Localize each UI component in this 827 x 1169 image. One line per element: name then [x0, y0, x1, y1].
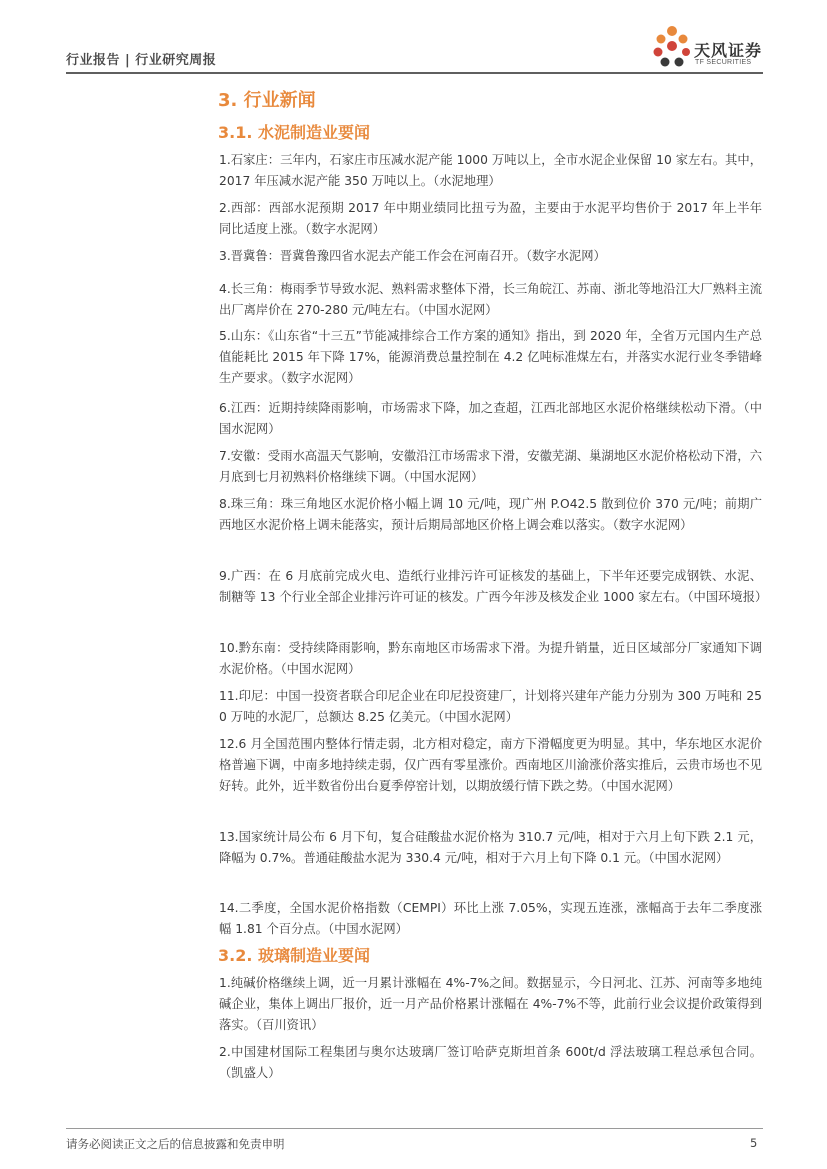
news-item: 13.国家统计局公布 6 月下旬，复合硅酸盐水泥价格为 310.7 元/吨，相对于六月上旬下跌 2.1 元，降幅为 0.7%。普通硅酸盐水泥为 330.4 元/吨，相对于六月上旬下降 0.1 元。（中国水泥网）	[219, 830, 762, 865]
news-item: 4.长三角：梅雨季节导致水泥、熟料需求整体下滑，长三角皖江、苏南、浙北等地沿江大厂熟料主流出厂离岸价在 270-280 元/吨左右。（中国水泥网）	[219, 282, 762, 317]
company-logo	[652, 24, 772, 74]
news-item: 6.江西：近期持续降雨影响，市场需求下降，加之查超，江西北部地区水泥价格继续松动下滑。（中国水泥网）	[219, 401, 762, 436]
news-item: 2.西部：西部水泥预期 2017 年中期业绩同比扭亏为盈，主要由于水泥平均售价于 2017 年上半年同比适度上涨。（数字水泥网）	[219, 201, 762, 236]
logo-name: 天风证券	[694, 41, 763, 60]
news-item: 3.晋冀鲁：晋冀鲁豫四省水泥去产能工作会在河南召开。（数字水泥网）	[219, 249, 606, 263]
news-item: 7.安徽：受雨水高温天气影响，安徽沿江市场需求下滑，安徽芜湖、巢湖地区水泥价格松动下滑，六月底到七月初熟料价格继续下调。（中国水泥网）	[219, 449, 762, 484]
subsection-title-glass: 3.2. 玻璃制造业要闻	[218, 946, 370, 965]
footer-divider	[66, 1128, 763, 1129]
news-item: 1.纯碱价格继续上调，近一月累计涨幅在 4%-7%之间。数据显示，今日河北、江苏、河南等多地纯碱企业，集体上调出厂报价，近一月产品价格累计涨幅在 4%-7%不等，此前行业会议提价政策得到落实。（百川资讯）	[219, 976, 762, 1032]
section-title: 3. 行业新闻	[218, 90, 316, 111]
logo-petal-icon	[652, 24, 692, 72]
doc-type-label: 行业报告 | 行业研究周报	[66, 53, 217, 68]
logo-subtitle: TF SECURITIES	[695, 59, 752, 66]
footer-disclaimer: 请务必阅读正文之后的信息披露和免责申明	[66, 1137, 285, 1151]
news-item: 12.6 月全国范围内整体行情走弱，北方相对稳定，南方下滑幅度更为明显。其中，华东地区水泥价格普遍下调，中南多地持续走弱，仅广西有零星涨价。西南地区川渝涨价落实推后，云贵市场也不见好转。此外，近半数省份出台夏季停窑计划，以期放缓行情下跌之势。（中国水泥网）	[219, 737, 762, 793]
news-item: 1.石家庄：三年内，石家庄市压减水泥产能 1000 万吨以上，全市水泥企业保留 10 家左右。其中，2017 年压减水泥产能 350 万吨以上。（水泥地理）	[219, 153, 762, 188]
subsection-title-cement: 3.1. 水泥制造业要闻	[218, 123, 370, 142]
news-item: 5.山东：《山东省“十三五”节能减排综合工作方案的通知》指出，到 2020 年，全省万元国内生产总值能耗比 2015 年下降 17%，能源消费总量控制在 4.2 亿吨标准煤左右，并落实水泥行业冬季错峰生产要求。（数字水泥网）	[219, 329, 762, 385]
news-item: 14.二季度，全国水泥价格指数（CEMPI）环比上涨 7.05%，实现五连涨，涨幅高于去年二季度涨幅 1.81 个百分点。（中国水泥网）	[219, 901, 762, 936]
news-item: 11.印尼：中国一投资者联合印尼企业在印尼投资建厂，计划将兴建年产能力分别为 300 万吨和 250 万吨的水泥厂，总额达 8.25 亿美元。（中国水泥网）	[219, 689, 762, 724]
page-number: 5	[750, 1136, 758, 1150]
page-header	[0, 0, 827, 80]
news-item: 10.黔东南：受持续降雨影响，黔东南地区市场需求下滑。为提升销量，近日区域部分厂家通知下调水泥价格。（中国水泥网）	[219, 641, 762, 676]
news-item: 2.中国建材国际工程集团与奥尔达玻璃厂签订哈萨克斯坦首条 600t/d 浮法玻璃工程总承包合同。（凯盛人）	[219, 1045, 762, 1080]
news-item: 9.广西：在 6 月底前完成火电、造纸行业排污许可证核发的基础上，下半年还要完成钢铁、水泥、制糖等 13 个行业全部企业排污许可证的核发。广西今年涉及核发企业 1000 家左右。（中国环境报）	[219, 569, 768, 604]
news-item: 8.珠三角：珠三角地区水泥价格小幅上调 10 元/吨，现广州 P.O42.5 散到位价 370 元/吨；前期广西地区水泥价格上调未能落实，预计后期局部地区价格上调会难以落实。（数字水泥网）	[219, 497, 762, 532]
